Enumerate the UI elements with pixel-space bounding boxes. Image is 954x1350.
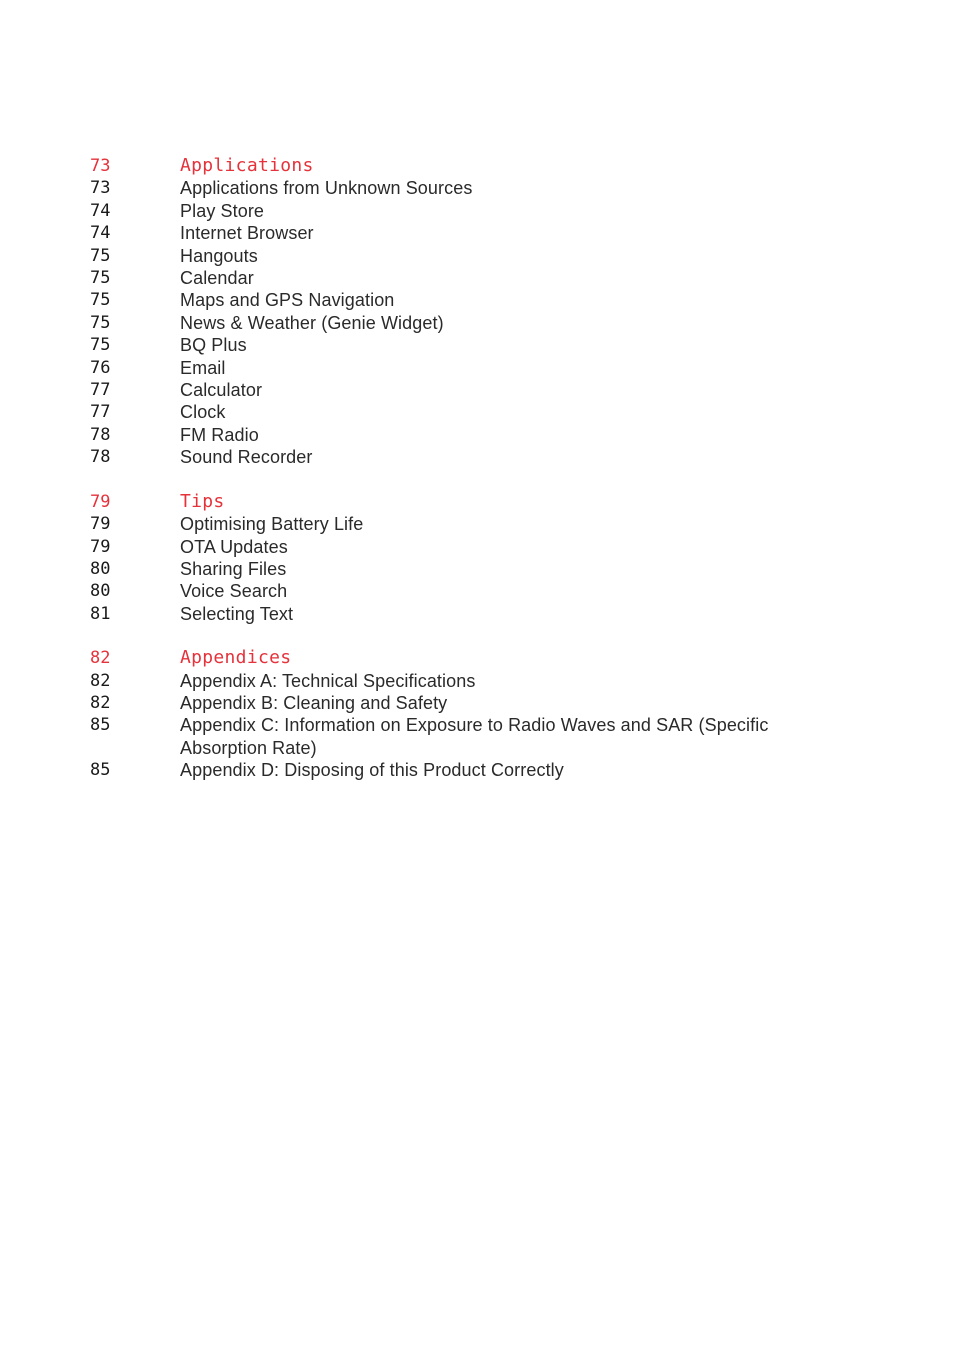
entry-label: Hangouts <box>180 245 258 266</box>
entry-label: Appendix A: Technical Specifications <box>180 670 476 691</box>
entry-label: Appendix D: Disposing of this Product Correctly <box>180 760 564 781</box>
toc-entry[interactable] <box>90 580 850 602</box>
entry-page-number: 74 <box>90 200 111 221</box>
toc-entry[interactable] <box>90 222 850 244</box>
toc-entry[interactable] <box>90 200 850 222</box>
toc-section-applications <box>90 155 850 469</box>
entry-label: Calendar <box>180 268 254 289</box>
table-of-contents <box>90 155 850 804</box>
entry-label: Play Store <box>180 200 265 221</box>
entry-page-number: 80 <box>90 558 111 579</box>
toc-entry[interactable] <box>90 245 850 267</box>
toc-entry[interactable] <box>90 759 850 781</box>
entry-label: Calculator <box>180 380 263 401</box>
entry-page-number: 80 <box>90 581 111 602</box>
entry-page-number: 81 <box>90 603 111 624</box>
entry-page-number: 82 <box>90 670 111 691</box>
entry-label: Email <box>180 357 226 378</box>
toc-entry[interactable] <box>90 714 850 759</box>
section-page-number: 73 <box>90 156 111 176</box>
toc-entry[interactable] <box>90 289 850 311</box>
section-title: Appendices <box>180 647 292 669</box>
entry-label: Clock <box>180 402 226 423</box>
toc-entry[interactable] <box>90 267 850 289</box>
toc-section-appendices <box>90 647 850 781</box>
section-heading[interactable] <box>90 155 850 177</box>
entry-page-number: 75 <box>90 268 111 289</box>
toc-entry[interactable] <box>90 692 850 714</box>
entry-label: Appendix B: Cleaning and Safety <box>180 692 448 713</box>
entry-page-number: 85 <box>90 715 111 736</box>
entry-label: OTA Updates <box>180 536 288 557</box>
entry-page-number: 79 <box>90 514 111 535</box>
section-title: Applications <box>180 155 314 176</box>
entry-label: Internet Browser <box>180 223 314 244</box>
entry-page-number: 77 <box>90 402 111 423</box>
entry-page-number: 78 <box>90 424 111 445</box>
section-page-number: 82 <box>90 648 111 669</box>
entry-label: Sound Recorder <box>180 447 313 468</box>
toc-entry[interactable] <box>90 603 850 625</box>
toc-entry[interactable] <box>90 670 850 692</box>
entry-page-number: 75 <box>90 290 111 311</box>
entry-label: Selecting Text <box>180 603 294 624</box>
entry-label: Optimising Battery Life <box>180 514 364 535</box>
toc-section-tips <box>90 491 850 625</box>
toc-entry[interactable] <box>90 177 850 199</box>
toc-entry[interactable] <box>90 558 850 580</box>
entry-page-number: 76 <box>90 357 111 378</box>
entry-label: Sharing Files <box>180 558 287 579</box>
toc-entry[interactable] <box>90 513 850 535</box>
entry-page-number: 82 <box>90 692 111 713</box>
section-heading[interactable] <box>90 491 850 513</box>
entry-page-number: 77 <box>90 380 111 401</box>
toc-entry[interactable] <box>90 401 850 423</box>
entry-label: BQ Plus <box>180 335 247 356</box>
entry-label: Voice Search <box>180 581 288 602</box>
toc-entry[interactable] <box>90 536 850 558</box>
entry-label: FM Radio <box>180 424 259 445</box>
entry-label: Appendix C: Information on Exposure to Radio Waves and SAR (Specific Absorption Rate) <box>180 715 769 758</box>
section-page-number: 79 <box>90 491 111 512</box>
entry-label: Applications from Unknown Sources <box>180 178 473 199</box>
entry-page-number: 75 <box>90 335 111 356</box>
entry-page-number: 78 <box>90 447 111 468</box>
section-heading[interactable] <box>90 647 850 669</box>
entry-page-number: 75 <box>90 245 111 266</box>
entry-page-number: 73 <box>90 178 111 199</box>
section-title: Tips <box>180 490 225 512</box>
toc-entry[interactable] <box>90 379 850 401</box>
toc-entry[interactable] <box>90 334 850 356</box>
entry-page-number: 79 <box>90 536 111 557</box>
toc-entry[interactable] <box>90 446 850 468</box>
toc-entry[interactable] <box>90 312 850 334</box>
entry-label: News & Weather (Genie Widget) <box>180 312 444 333</box>
entry-label: Maps and GPS Navigation <box>180 290 395 311</box>
entry-page-number: 75 <box>90 312 111 333</box>
entry-page-number: 74 <box>90 223 111 244</box>
entry-page-number: 85 <box>90 760 111 781</box>
toc-entry[interactable] <box>90 357 850 379</box>
toc-entry[interactable] <box>90 424 850 446</box>
